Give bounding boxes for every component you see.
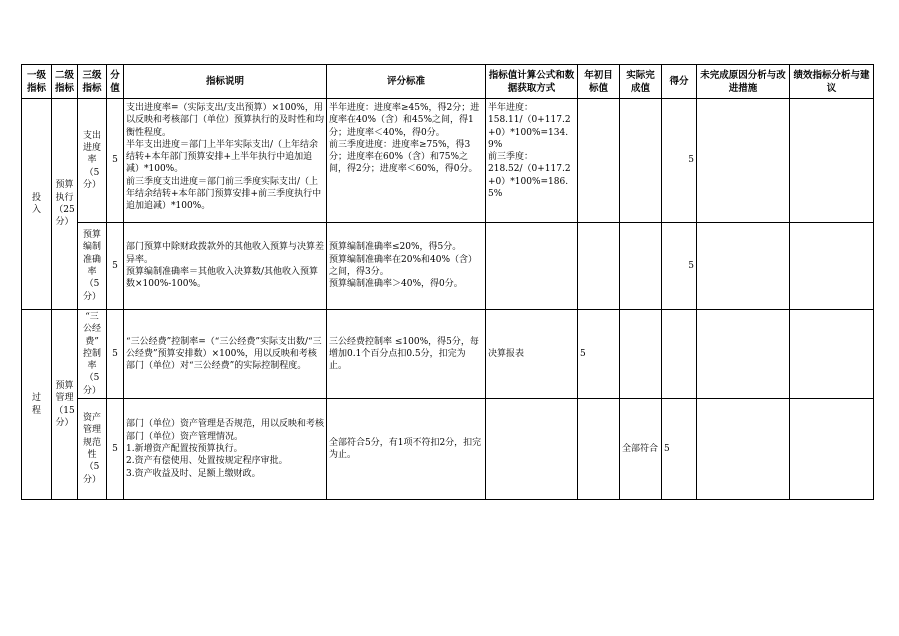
formula-cell: 半年进度： 158.11/（0+117.2+0）*100%=134.9% 前三季度： 218.52/（0+117.2+0）*100%=186.5%	[486, 99, 578, 223]
header-advice: 绩效指标分析与建议	[790, 65, 874, 99]
advice-cell	[790, 99, 874, 223]
level3-cell: 支出 进度 率 （5 分）	[78, 99, 107, 223]
description-cell: 部门（单位）资产管理是否规范，用以反映和考核部门（单位）资产管理情况。 1.新增资产配置按预算执行。 2.资产有偿使用、处置按规定程序审批。 3.资产收益及时、足额上缴财政。	[124, 399, 327, 500]
formula-cell	[486, 399, 578, 500]
reason-cell	[697, 223, 790, 310]
reason-cell	[697, 99, 790, 223]
advice-cell	[790, 399, 874, 500]
actual-cell	[620, 99, 662, 223]
header-level3: 三级指标	[78, 65, 107, 99]
header-level1: 一级指标	[22, 65, 52, 99]
header-criteria: 评分标准	[327, 65, 486, 99]
criteria-cell: 预算编制准确率≤20%，得5分。 预算编制准确率在20%和40%（含）之间，得3分。 预算编制准确率＞40%，得0分。	[327, 223, 486, 310]
target-cell	[578, 99, 620, 223]
value-cell: 5	[107, 310, 124, 399]
score-cell	[662, 310, 697, 399]
level3-cell: 预算 编制 准确 率 （5 分）	[78, 223, 107, 310]
criteria-cell: 半年进度：进度率≥45%，得2分；进度率在40%（含）和45%之间，得1分；进度率＜40%，得0分。 前三季度进度：进度率≥75%，得3分；进度率在60%（含）和75%之间，得2分；进度率＜60%，得0分。	[327, 99, 486, 223]
header-row	[22, 65, 874, 99]
criteria-cell: 全部符合5分，有1项不符扣2分，扣完为止。	[327, 399, 486, 500]
table-row	[22, 99, 874, 223]
score-cell: 5	[662, 399, 697, 500]
formula-cell	[486, 223, 578, 310]
description-cell: 部门预算中除财政拨款外的其他收入预算与决算差异率。 预算编制准确率＝其他收入决算数/其他收入预算数×100%-100%。	[124, 223, 327, 310]
level2-cell: 预算 管理 （15 分）	[52, 310, 78, 500]
level1-cell: 过 程	[22, 310, 52, 500]
header-formula: 指标值计算公式和数据获取方式	[486, 65, 578, 99]
value-cell: 5	[107, 223, 124, 310]
header-actual: 实际完成值	[620, 65, 662, 99]
actual-cell	[620, 223, 662, 310]
level3-cell: 资产 管理 规范 性 （5 分）	[78, 399, 107, 500]
actual-cell: 全部符合	[620, 399, 662, 500]
reason-cell	[697, 310, 790, 399]
reason-cell	[697, 399, 790, 500]
header-description: 指标说明	[124, 65, 327, 99]
level2-cell: 预算 执行 （25 分）	[52, 99, 78, 310]
value-cell: 5	[107, 99, 124, 223]
score-cell: 5	[662, 223, 697, 310]
table-row	[22, 399, 874, 500]
score-cell: 5	[662, 99, 697, 223]
header-target: 年初目标值	[578, 65, 620, 99]
table-row	[22, 310, 874, 399]
target-cell	[578, 223, 620, 310]
description-cell: 支出进度率=（实际支出/支出预算）×100%，用以反映和考核部门（单位）预算执行的及时性和均衡性程度。 半年支出进度＝部门上半年实际支出/（上年结余结转+本年部门预算安排+上半年执行中追加追减）*100%。 前三季度支出进度＝部门前三季度实际支出/（上年结余结转+本年部门预算安排+前三季度执行中追加追减）*100%。	[124, 99, 327, 223]
advice-cell	[790, 223, 874, 310]
actual-cell	[620, 310, 662, 399]
header-score-value: 分值	[107, 65, 124, 99]
formula-cell: 决算报表	[486, 310, 578, 399]
target-cell	[578, 399, 620, 500]
header-reason: 未完成原因分析与改进措施	[697, 65, 790, 99]
level1-cell: 投 入	[22, 99, 52, 310]
header-level2: 二级指标	[52, 65, 78, 99]
target-cell: 5	[578, 310, 620, 399]
criteria-cell: 三公经费控制率 ≤100%，得5分，每增加0.1个百分点扣0.5分，扣完为止。	[327, 310, 486, 399]
header-score: 得分	[662, 65, 697, 99]
value-cell: 5	[107, 399, 124, 500]
level3-cell: “三 公经 费” 控制 率 （5 分）	[78, 310, 107, 399]
advice-cell	[790, 310, 874, 399]
table-row	[22, 223, 874, 310]
description-cell: “三公经费”控制率=（“三公经费”实际支出数/“三公经费”预算安排数）×100%，用以反映和考核部门（单位）对“三公经费”的实际控制程度。	[124, 310, 327, 399]
performance-table	[21, 64, 874, 500]
